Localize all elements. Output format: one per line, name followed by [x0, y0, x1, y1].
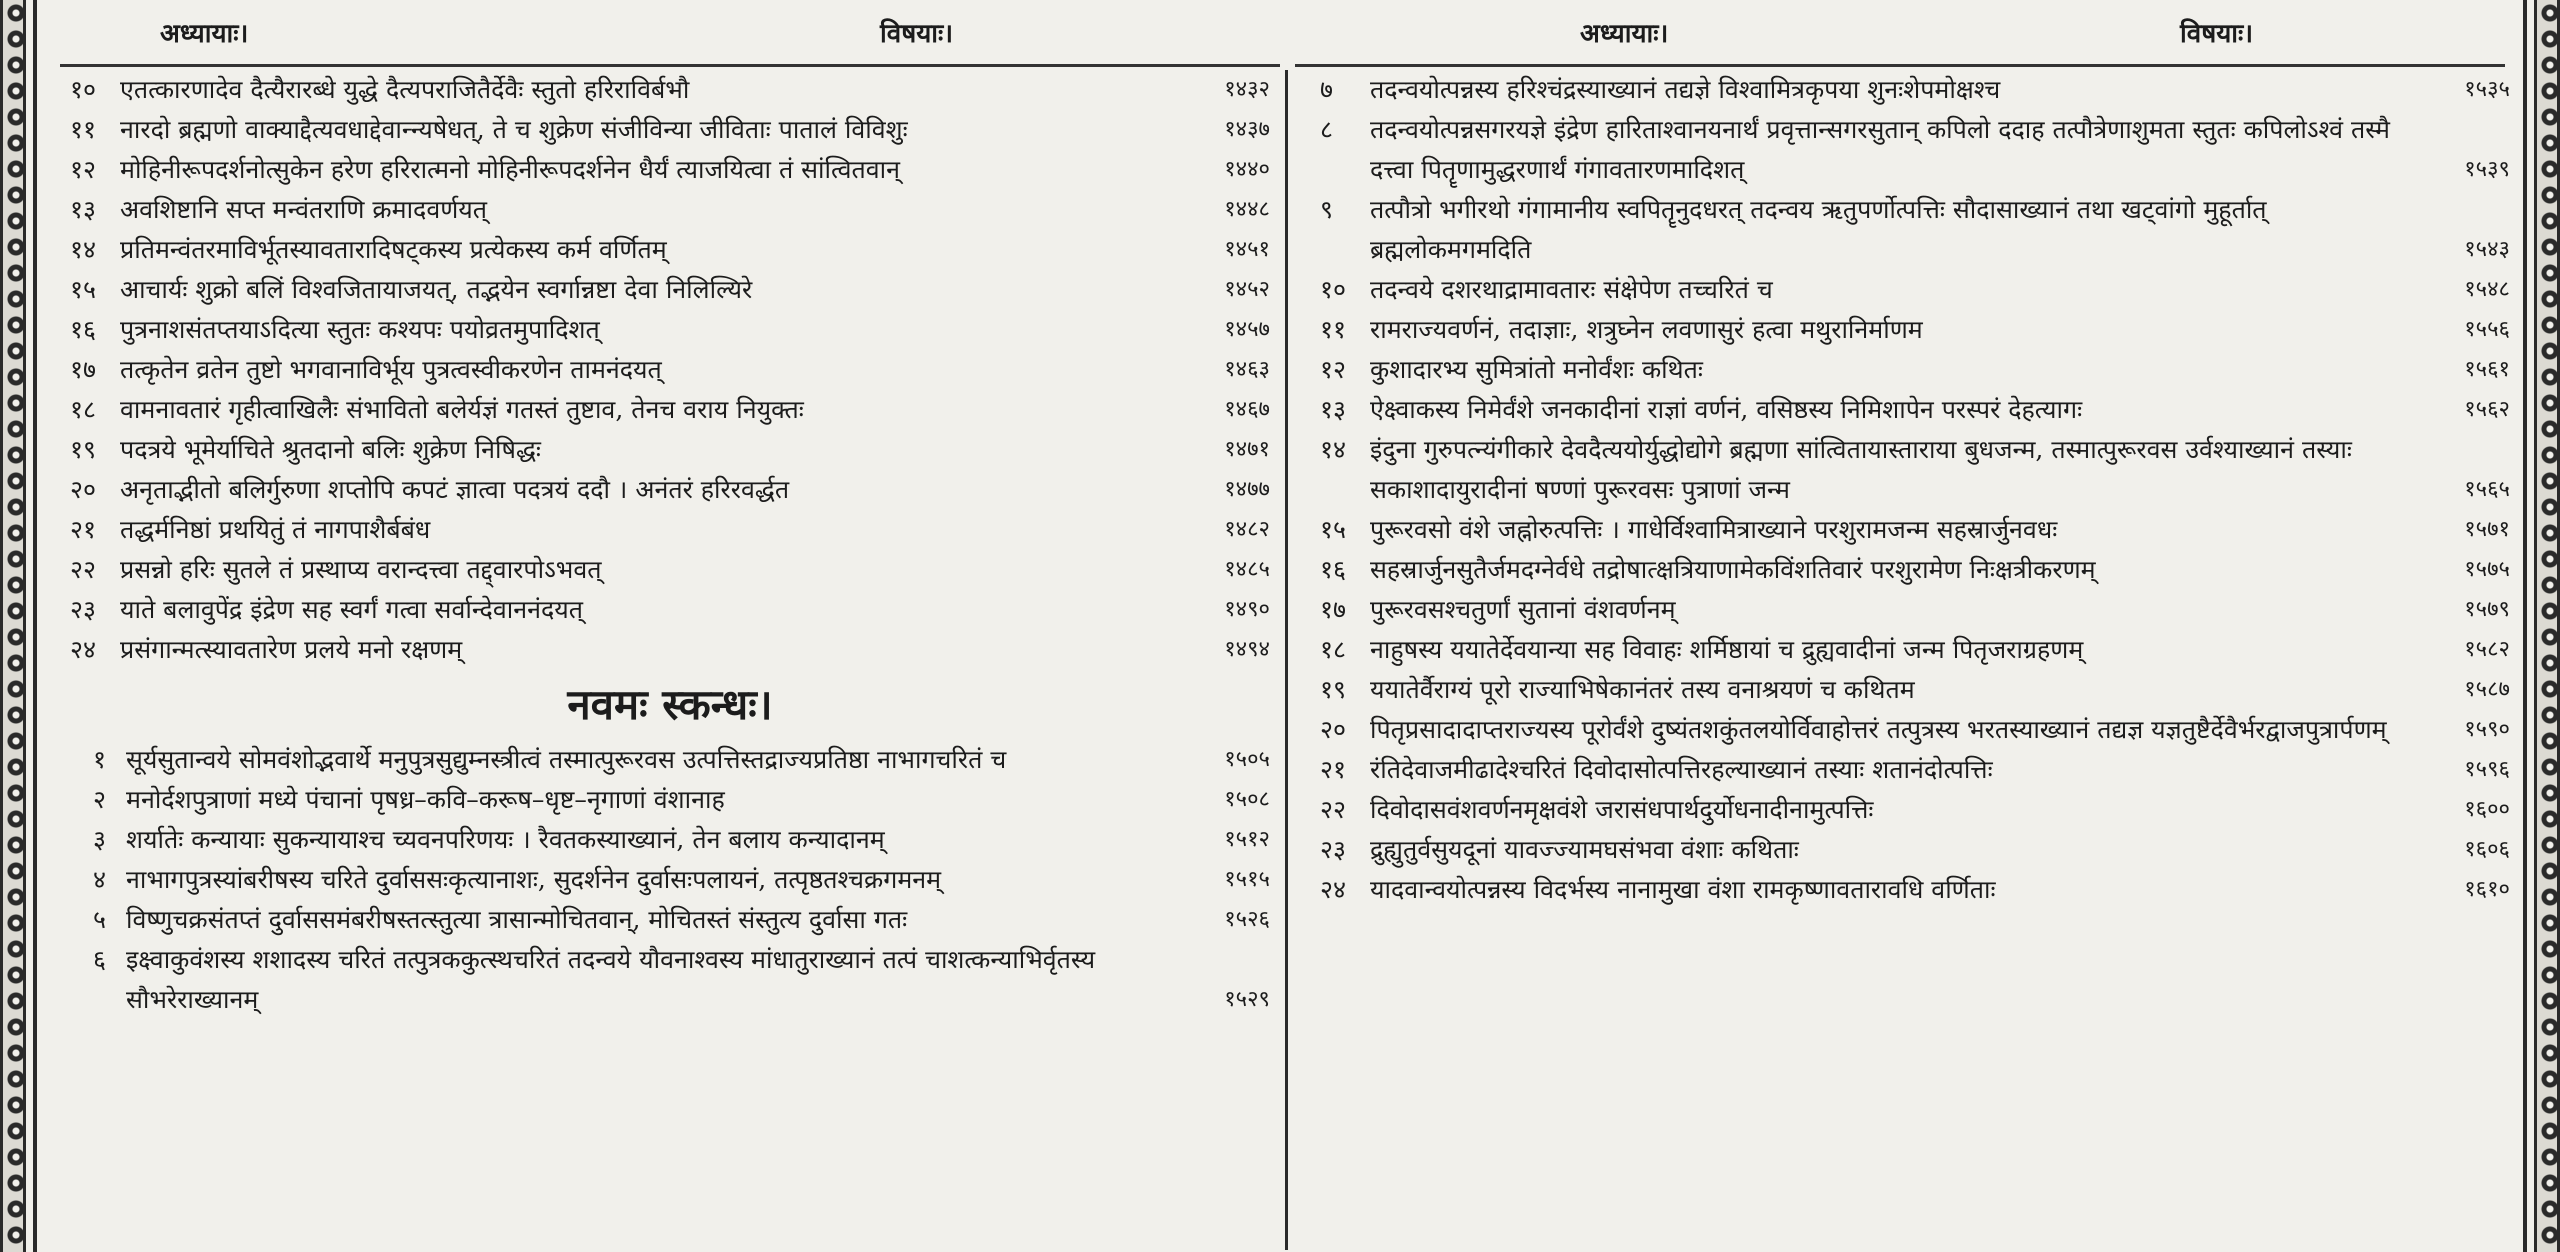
list-item — [1320, 590, 2510, 630]
list-item — [70, 550, 1270, 590]
chapter-number: २३ — [70, 595, 97, 624]
page-number: १४७७ — [1224, 477, 1270, 502]
list-item — [70, 350, 1270, 390]
chapter-number: २१ — [1320, 755, 1347, 784]
page-number: १४९४ — [1224, 637, 1270, 662]
list-item — [1320, 790, 2510, 830]
chapter-number: २४ — [70, 635, 97, 664]
chapter-subject: तद्धर्मनिष्ठां प्रथयितुं तं नागपाशैर्बबंध — [120, 515, 431, 544]
chapter-subject: इंदुना गुरुपत्न्यंगीकारे देवदैत्ययोर्युद्धोद्योगे ब्रह्मणा सांत्वितायास्ताराया बुधजन्म, तस्मात्पुरूरवस उर्वश्याख्यानं तस्याः सकाशादायुरादीनां षण्णां पुरूरवसः पुत्राणां जन्म — [1370, 435, 2352, 504]
chapter-number: १९ — [70, 435, 97, 464]
list-item — [1320, 390, 2510, 430]
page-number: १५६२ — [2464, 397, 2510, 422]
chapter-number: २३ — [1320, 835, 1347, 864]
chapter-number: १३ — [1320, 395, 1347, 424]
chapter-number: ४ — [92, 865, 106, 894]
list-item — [1320, 270, 2510, 310]
right-list — [1320, 70, 2510, 910]
left-adhyaya-header: अध्यायाः। — [160, 19, 249, 49]
list-item — [1320, 710, 2510, 750]
chapter-subject: मनोर्दशपुत्राणां मध्ये पंचानां पृषध्र–कवि–करूष–धृष्ट–नृगाणां वंशानाह — [126, 785, 725, 814]
page-number: १५०५ — [1224, 747, 1270, 772]
page-number: १५७९ — [2464, 597, 2510, 622]
chapter-number: १४ — [1320, 435, 1347, 464]
list-item — [70, 510, 1270, 550]
list-item — [1320, 630, 2510, 670]
chapter-subject: सहस्रार्जुनसुतैर्जमदग्नेर्वधे तद्रोषात्क्षत्रियाणामेकविंशतिवारं परशुरामेण निःक्षत्रीकरणम् — [1370, 555, 2096, 584]
page-number: १५६५ — [2464, 477, 2510, 502]
list-item — [70, 590, 1270, 630]
chapter-number: १३ — [70, 195, 97, 224]
list-item — [70, 390, 1270, 430]
list-item — [1320, 510, 2510, 550]
list-item — [1320, 430, 2510, 510]
chapter-number: १६ — [1320, 555, 1347, 584]
page-number: १४८५ — [1224, 557, 1270, 582]
chapter-number: १४ — [70, 235, 97, 264]
chapter-subject: वामनावतारं गृहीत्वाखिलैः संभावितो बलेर्यज्ञं गतस्तं तुष्टाव, तेनच वराय नियुक्तः — [120, 395, 804, 424]
page-number: १५५६ — [2464, 317, 2510, 342]
page-number: १५१२ — [1224, 827, 1270, 852]
chapter-number: १० — [1320, 275, 1347, 304]
page-number: १५२६ — [1224, 907, 1270, 932]
chapter-number: ११ — [1320, 315, 1347, 344]
list-item — [1320, 310, 2510, 350]
list-item — [70, 430, 1270, 470]
chapter-number: १७ — [1320, 595, 1347, 624]
chapter-number: १८ — [1320, 635, 1347, 664]
page-number: १५४८ — [2464, 277, 2510, 302]
chapter-subject: दिवोदासवंशवर्णनमृक्षवंशे जरासंधपार्थदुर्योधनादीनामुत्पत्तिः — [1370, 795, 1874, 824]
list-item — [70, 110, 1270, 150]
chapter-subject: तदन्वयोत्पन्नस्य हरिश्चंद्रस्याख्यानं तद्यज्ञे विश्वामित्रकृपया शुनःशेपमोक्षश्च — [1370, 75, 2001, 104]
chapter-subject: इक्ष्वाकुवंशस्य शशादस्य चरितं तत्पुत्रककुत्स्थचरितं तदन्वये यौवनाश्वस्य मांधातुराख्यानं तत्पं चाशत्कन्याभिर्वृतस्य सौभरेराख्यानम् — [126, 945, 1096, 1014]
chapter-number: ५ — [92, 905, 106, 934]
chapter-subject: यादवान्वयोत्पन्नस्य विदर्भस्य नानामुखा वंशा रामकृष्णावतारावधि वर्णिताः — [1370, 875, 1996, 904]
page-number: १४६७ — [1224, 397, 1270, 422]
chapter-number: १८ — [70, 395, 97, 424]
left-column — [70, 70, 1270, 1020]
chapter-subject: तदन्वयोत्पन्नसगरयज्ञे इंद्रेण हारिताश्वानयनार्थं प्रवृत्तान्सगरसुतान् कपिलो ददाह तत्पौत्रेणाशुमता स्तुतः कपिलोऽश्वं तस्मै दत्त्वा पितॄणामुद्धरणार्थं गंगावतारणमादिशत् — [1370, 115, 2390, 184]
list-item — [70, 630, 1270, 670]
chapter-number: ६ — [92, 945, 106, 974]
column-divider — [1285, 70, 1288, 1250]
chapter-number: १६ — [70, 315, 97, 344]
chapter-number: २० — [70, 475, 97, 504]
chapter-subject: प्रसंगान्मत्स्यावतारेण प्रलये मनो रक्षणम् — [120, 635, 463, 664]
list-item — [70, 150, 1270, 190]
chapter-number: ८ — [1320, 115, 1334, 144]
column-headers — [0, 14, 2560, 62]
chapter-subject: पुत्रनाशसंतप्तयाऽदित्या स्तुतः कश्यपः पयोव्रतमुपादिशत् — [120, 315, 600, 344]
chapter-number: ११ — [70, 115, 97, 144]
left-bottom-list — [70, 740, 1270, 1020]
chapter-number: २२ — [1320, 795, 1347, 824]
skandha-title: नवमः स्कन्धः। — [567, 680, 773, 729]
list-item — [1320, 750, 2510, 790]
chapter-subject: नाहुषस्य ययातेर्देवयान्या सह विवाहः शर्मिष्ठायां च द्रुह्यवादीनां जन्म पितृजराग्रहणम् — [1370, 635, 2084, 664]
chapter-subject: तदन्वये दशरथाद्रामावतारः संक्षेपेण तच्चरितं च — [1370, 275, 1773, 304]
chapter-subject: रामराज्यवर्णनं, तदाज्ञाः, शत्रुघ्नेन लवणासुरं हत्वा मथुरानिर्माणम — [1370, 315, 1923, 344]
chapter-subject: नाभागपुत्रस्यांबरीषस्य चरिते दुर्वाससःकृत्यानाशः, सुदर्शनेन दुर्वासःपलायनं, तत्पृष्ठतश्चक्रगमनम् — [126, 865, 942, 894]
page-number: १५०८ — [1224, 787, 1270, 812]
list-item — [1320, 190, 2510, 270]
page-number: १६०६ — [2464, 837, 2510, 862]
page-number: १५७५ — [2464, 557, 2510, 582]
page-number: १५९० — [2464, 717, 2510, 742]
chapter-number: १७ — [70, 355, 97, 384]
page-number: १५२९ — [1224, 987, 1270, 1012]
chapter-subject: मोहिनीरूपदर्शनोत्सुकेन हरेण हरिरात्मनो मोहिनीरूपदर्शनेन धैर्यं त्याजयित्वा तं सांत्वितवान् — [120, 155, 901, 184]
list-item — [70, 470, 1270, 510]
chapter-subject: पुरूरवसश्चतुर्णां सुतानां वंशवर्णनम् — [1370, 595, 1676, 624]
page-number: १४३७ — [1224, 117, 1270, 142]
list-item — [1320, 830, 2510, 870]
chapter-number: २० — [1320, 715, 1347, 744]
list-item — [70, 70, 1270, 110]
chapter-subject: पदत्रये भूमेर्याचिते श्रुतदानो बलिः शुक्रेण निषिद्धः — [120, 435, 541, 464]
header-rule-right — [1295, 64, 2505, 67]
page-number: १५८७ — [2464, 677, 2510, 702]
list-item — [70, 230, 1270, 270]
page-number: १४५७ — [1224, 317, 1270, 342]
chapter-subject: तत्कृतेन व्रतेन तुष्टो भगवानाविर्भूय पुत्रत्वस्वीकरणेन तामनंदयत् — [120, 355, 662, 384]
list-item — [70, 270, 1270, 310]
chapter-number: १५ — [70, 275, 97, 304]
page-number: १५६१ — [2464, 357, 2510, 382]
chapter-subject: शर्यातेः कन्यायाः सुकन्यायाश्च च्यवनपरिणयः । रैवतकस्याख्यानं, तेन बलाय कन्यादानम् — [126, 825, 885, 854]
chapter-subject: अनृताद्भीतो बलिर्गुरुणा शप्तोपि कपटं ज्ञात्वा पदत्रयं ददौ । अनंतरं हरिरवर्द्धत — [120, 475, 790, 504]
chapter-number: १५ — [1320, 515, 1347, 544]
chapter-number: १ — [92, 745, 106, 774]
chapter-subject: ययातेर्वैराग्यं पूरो राज्याभिषेकानंतरं तस्य वनाश्रयणं च कथितम — [1370, 675, 1915, 704]
page-number: १४७१ — [1224, 437, 1270, 462]
list-item — [1320, 670, 2510, 710]
page-number: १४८२ — [1224, 517, 1270, 542]
list-item — [70, 820, 1270, 860]
page-number: १५१५ — [1224, 867, 1270, 892]
chapter-subject: विष्णुचक्रसंतप्तं दुर्वाससमंबरीषस्तत्स्तुत्या त्रासान्मोचितवान्, मोचितस्तं संस्तुत्य दुर्वासा गतः — [126, 905, 908, 934]
chapter-number: १२ — [1320, 355, 1347, 384]
chapter-number: ९ — [1320, 195, 1334, 224]
chapter-number: २ — [92, 785, 106, 814]
chapter-number: २२ — [70, 555, 97, 584]
page-number: १४६३ — [1224, 357, 1270, 382]
list-item — [1320, 110, 2510, 190]
chapter-number: ७ — [1320, 75, 1334, 104]
page-number: १५८२ — [2464, 637, 2510, 662]
chapter-subject: आचार्यः शुक्रो बलिं विश्वजितायाजयत्, तद्भयेन स्वर्गान्नष्टा देवा निलिल्यिरे — [120, 275, 753, 304]
chapter-subject: प्रसन्नो हरिः सुतले तं प्रस्थाप्य वरान्दत्त्वा तद्द्वारपोऽभवत् — [120, 555, 602, 584]
chapter-subject: एतत्कारणादेव दैत्यैरारब्धे युद्धे दैत्यपराजितैर्देवैः स्तुतो हरिराविर्बभौ — [120, 75, 690, 104]
chapter-subject: रंतिदेवाजमीढादेश्चरितं दिवोदासोत्पत्तिरहल्याख्यानं तस्याः शतानंदोत्पत्तिः — [1370, 755, 1993, 784]
list-item — [1320, 350, 2510, 390]
header-rule-left — [60, 64, 1280, 67]
chapter-number: २१ — [70, 515, 97, 544]
left-vishaya-header: विषयाः। — [880, 19, 954, 49]
list-item — [70, 940, 1270, 1020]
list-item — [70, 740, 1270, 780]
page-number: १५७१ — [2464, 517, 2510, 542]
chapter-subject: अवशिष्टानि सप्त मन्वंतराणि क्रमादवर्णयत् — [120, 195, 488, 224]
page-number: १५३९ — [2464, 157, 2510, 182]
chapter-subject: कुशादारभ्य सुमित्रांतो मनोर्वंशः कथितः — [1370, 355, 1703, 384]
page-number: १४५२ — [1224, 277, 1270, 302]
list-item — [70, 190, 1270, 230]
right-column — [1320, 70, 2510, 910]
page-number: १५३५ — [2464, 77, 2510, 102]
chapter-subject: तत्पौत्रो भगीरथो गंगामानीय स्वपितॄनुदधरत् तदन्वय ऋतुपर्णोत्पत्तिः सौदासाख्यानं तथा खट्वांगो मुहूर्तात् ब्रह्मलोकमगमदिति — [1370, 195, 2267, 264]
chapter-number: १० — [70, 75, 97, 104]
page-number: १४४० — [1224, 157, 1270, 182]
list-item — [70, 900, 1270, 940]
left-top-list — [70, 70, 1270, 670]
page-number: १६०० — [2464, 797, 2510, 822]
page-number: १६१० — [2464, 877, 2510, 902]
chapter-subject: नारदो ब्रह्मणो वाक्याद्दैत्यवधाद्देवान्न्यषेधत्, ते च शुक्रेण संजीविन्या जीविताः पातालं विविशुः — [120, 115, 908, 144]
chapter-number: १९ — [1320, 675, 1347, 704]
chapter-subject: याते बलावुपेंद्र इंद्रेण सह स्वर्गं गत्वा सर्वान्देवाननंदयत् — [120, 595, 583, 624]
page-number: १५९६ — [2464, 757, 2510, 782]
right-vishaya-header: विषयाः। — [2180, 19, 2254, 49]
chapter-number: ३ — [92, 825, 106, 854]
chapter-subject: प्रतिमन्वंतरमाविर्भूतस्यावतारादिषट्कस्य प्रत्येकस्य कर्म वर्णितम् — [120, 235, 667, 264]
chapter-number: २४ — [1320, 875, 1347, 904]
page-number: १५४३ — [2464, 237, 2510, 262]
chapter-subject: द्रुह्युतुर्वसुयदूनां यावज्ज्यामघसंभवा वंशाः कथिताः — [1370, 835, 1799, 864]
page-number: १४९० — [1224, 597, 1270, 622]
list-item — [70, 310, 1270, 350]
page-number: १४३२ — [1224, 77, 1270, 102]
chapter-subject: पुरूरवसो वंशे जह्नोरुत्पत्तिः । गाधेर्विश्वामित्राख्याने परशुरामजन्म सहस्रार्जुनवधः — [1370, 515, 2058, 544]
chapter-subject: पितृप्रसादादाप्तराज्यस्य पूरोर्वंशे दुष्यंतशकुंतलयोर्विवाहोत्तरं तत्पुत्रस्य भरतस्याख्यानं तद्यज्ञ यज्ञतुष्टैर्देवैर्भरद्वाजपुत्रार्पणम् — [1370, 715, 2387, 744]
list-item — [1320, 550, 2510, 590]
chapter-subject: सूर्यसुतान्वये सोमवंशोद्भवार्थे मनुपुत्रसुद्युम्नस्त्रीत्वं तस्मात्पुरूरवस उत्पत्तिस्तद्राज्यप्रतिष्ठा नाभागचरितं च — [126, 745, 1007, 774]
list-item — [1320, 70, 2510, 110]
chapter-number: १२ — [70, 155, 97, 184]
decorative-border-right — [2534, 0, 2560, 1252]
list-item — [70, 780, 1270, 820]
decorative-border-left — [0, 0, 26, 1252]
page-number: १४४८ — [1224, 197, 1270, 222]
chapter-subject: ऐक्ष्वाकस्य निमेर्वंशे जनकादीनां राज्ञां वर्णनं, वसिष्ठस्य निमिशापेन परस्परं देहत्यागः — [1370, 395, 2083, 424]
right-adhyaya-header: अध्यायाः। — [1580, 19, 1669, 49]
list-item — [1320, 870, 2510, 910]
list-item — [70, 860, 1270, 900]
page-number: १४५१ — [1224, 237, 1270, 262]
